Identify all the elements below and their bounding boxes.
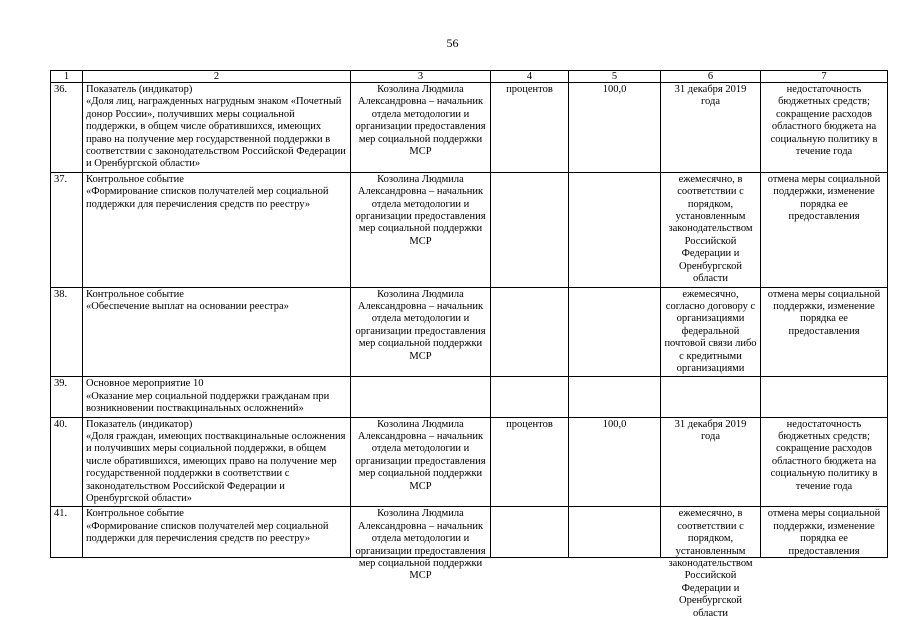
row-value: 100,0 xyxy=(569,417,661,507)
row-risk: недостаточность бюджетных средств; сокращение расходов областного бюджета на социальную политику в течение года xyxy=(761,417,888,507)
row-risk: отмена меры социальной поддержки, изменение порядка ее предоставления xyxy=(761,172,888,287)
row-unit xyxy=(491,172,569,287)
column-header: 6 xyxy=(661,71,761,83)
row-unit xyxy=(491,287,569,377)
row-number: 36. xyxy=(51,83,83,173)
row-unit xyxy=(491,507,569,558)
row-deadline: ежемесячно, согласно договору с организациями федеральной почтовой связи либо с кредитными организациями xyxy=(661,287,761,377)
row-responsible: Козолина Людмила Александровна – начальник отдела методологии и организации предоставления мер социальной поддержки МСР xyxy=(351,172,491,287)
row-name: Основное мероприятие 10 «Оказание мер социальной поддержки гражданам при возникновении поствакцинальных осложнений» xyxy=(83,377,351,417)
row-risk xyxy=(761,507,888,558)
row-value xyxy=(569,287,661,377)
row-number: 40. xyxy=(51,417,83,507)
row-value-text xyxy=(572,508,657,556)
row-unit-text xyxy=(494,508,565,556)
column-header: 2 xyxy=(83,71,351,83)
row-number xyxy=(51,507,83,558)
row-name: Показатель (индикатор) «Доля граждан, имеющих поствакцинальные осложнения и получивших меры социальной поддержки, в общем числе обратившихся, имеющих право на получение мер государственной поддержки в соответствии с законодательством Российской Федерации и Оренбургской области» xyxy=(83,417,351,507)
row-deadline-text: ежемесячно, в соответствии с порядком, установленным законодательством Российской Федерации и Оренбургской области xyxy=(668,508,753,619)
table-row xyxy=(51,83,888,173)
row-name: Контрольное событие «Формирование списков получателей мер социальной поддержки для перечисления средств по реестру» xyxy=(83,172,351,287)
row-deadline: 31 декабря 2019 года xyxy=(661,417,761,507)
row-responsible xyxy=(351,377,491,417)
row-risk: отмена меры социальной поддержки, изменение порядка ее предоставления xyxy=(761,287,888,377)
row-value xyxy=(569,507,661,558)
column-header: 5 xyxy=(569,71,661,83)
row-deadline: 31 декабря 2019 года xyxy=(661,83,761,173)
measures-table xyxy=(50,70,888,619)
table-row xyxy=(51,287,888,377)
table-row xyxy=(51,377,888,417)
table-row xyxy=(51,417,888,507)
row-value xyxy=(569,377,661,417)
column-header: 3 xyxy=(351,71,491,83)
row-number: 39. xyxy=(51,377,83,417)
header-row xyxy=(51,71,888,83)
row-unit: процентов xyxy=(491,417,569,507)
row-number-text: 41. xyxy=(54,508,68,520)
table-row xyxy=(51,507,888,558)
row-deadline: ежемесячно, в соответствии с порядком, установленным законодательством Российской Федерации и Оренбургской области xyxy=(661,172,761,287)
row-number: 38. xyxy=(51,287,83,377)
row-responsible-text: Козолина Людмила Александровна – начальник отдела методологии и организации предоставления мер социальной поддержки МСР xyxy=(355,508,486,582)
row-name: Контрольное событие «Обеспечение выплат на основании реестра» xyxy=(83,287,351,377)
row-responsible: Козолина Людмила Александровна – начальник отдела методологии и организации предоставления мер социальной поддержки МСР xyxy=(351,83,491,173)
row-unit: процентов xyxy=(491,83,569,173)
row-deadline xyxy=(661,507,761,619)
row-value xyxy=(569,172,661,287)
row-deadline xyxy=(661,377,761,417)
column-header: 7 xyxy=(761,71,888,83)
row-number: 37. xyxy=(51,172,83,287)
page-number: 56 xyxy=(446,36,459,50)
row-responsible: Козолина Людмила Александровна – начальник отдела методологии и организации предоставления мер социальной поддержки МСР xyxy=(351,287,491,377)
row-value: 100,0 xyxy=(569,83,661,173)
column-header: 1 xyxy=(51,71,83,83)
row-responsible xyxy=(351,507,491,582)
row-risk xyxy=(761,377,888,417)
column-header: 4 xyxy=(491,71,569,83)
row-name: Показатель (индикатор) «Доля лиц, награжденных нагрудным знаком «Почетный донор России», получивших меры социальной поддержки, в общем числе обратившихся, имеющих право на получение мер государственной поддержки в соответствии с законодательством Российской Федерации и Оренбургской области» xyxy=(83,83,351,173)
row-risk-text: отмена меры социальной поддержки, изменение порядка ее предоставления xyxy=(767,508,881,557)
row-unit xyxy=(491,377,569,417)
row-name xyxy=(83,507,351,558)
row-name-text: Контрольное событие «Формирование списков получателей мер социальной поддержки для перечисления средств по реестру» xyxy=(86,508,329,545)
table-row xyxy=(51,172,888,287)
row-risk: недостаточность бюджетных средств; сокращение расходов областного бюджета на социальную политику в течение года xyxy=(761,83,888,173)
row-responsible: Козолина Людмила Александровна – начальник отдела методологии и организации предоставления мер социальной поддержки МСР xyxy=(351,417,491,507)
